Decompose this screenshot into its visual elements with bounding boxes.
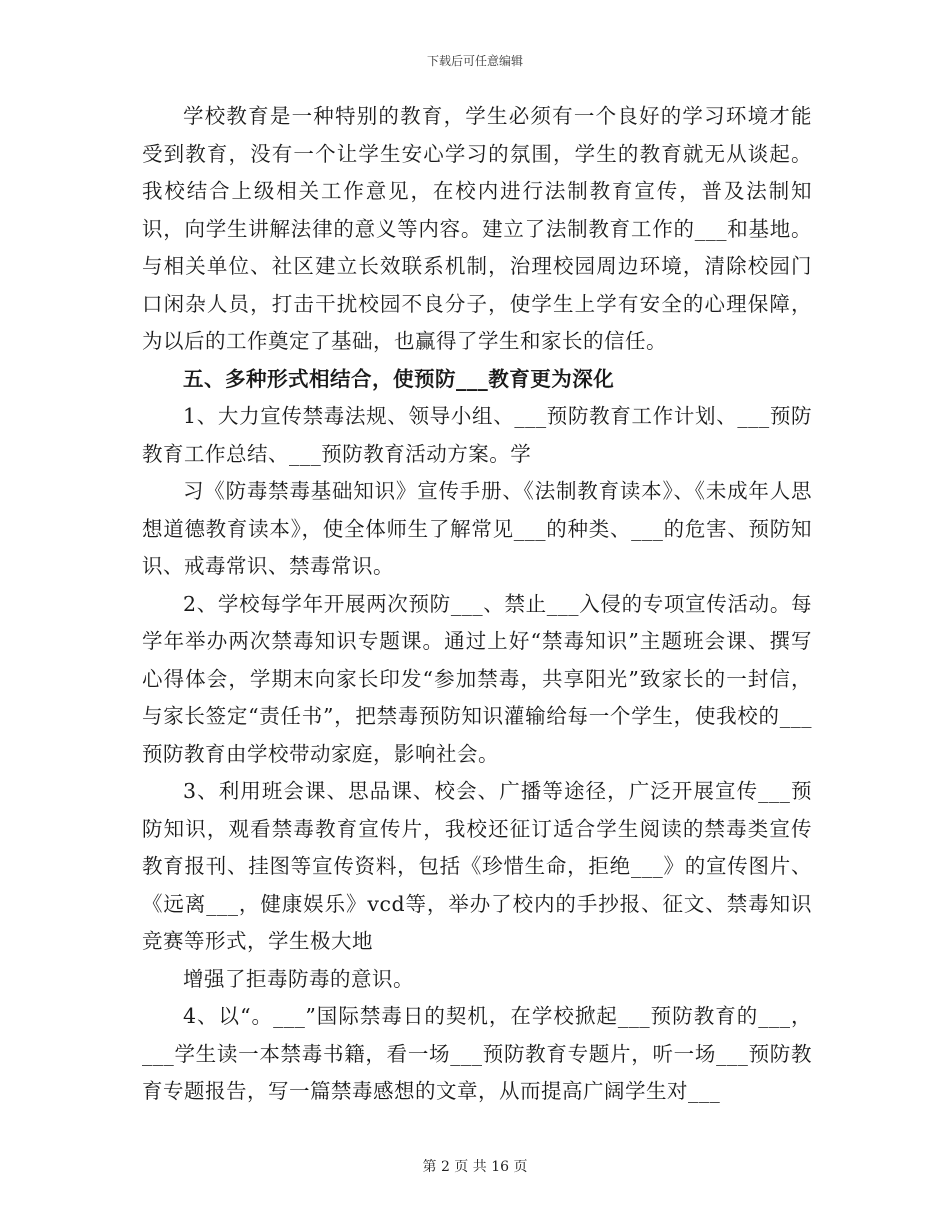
paragraph-school-education: 学校教育是一种特别的教育，学生必须有一个良好的学习环境才能受到教育，没有一个让学生安心学习的氛围，学生的教育就无从谈起。我校结合上级相关工作意见，在校内进行法制教育宣传，普及法制知识，向学生讲解法律的意义等内容。建立了法制教育工作的___和基地。与相关单位、社区建立长效联系机制，治理校园周边环境，清除校园门口闲杂人员，打击干扰校园不良分子，使学生上学有安全的心理保障，为以后的工作奠定了基础，也赢得了学生和家长的信任。 (142, 104, 812, 353)
paragraph-item-3-continued: 增强了拒毒防毒的意识。 (183, 966, 414, 991)
paragraph-item-4: 4、以“。___”国际禁毒日的契机，在学校掀起___预防教育的___，___学生读一本禁毒书籍，看一场___预防教育专题片，听一场___预防教育专题报告，写一篇禁毒感想的文章，从而提高广阔学生对___ (142, 1004, 812, 1103)
paragraph-item-3: 3、利用班会课、思品课、校会、广播等途径，广泛开展宣传___预防知识，观看禁毒教育宣传片，我校还征订适合学生阅读的禁毒类宣传教育报刊、挂图等宣传资料，包括《珍惜生命，拒绝___》的宣传图片、《远离___，健康娱乐》vcd等，举办了校内的手抄报、征文、禁毒知识竞赛等形式，学生极大地 (142, 779, 812, 953)
page-footer: 第 2 页 共 16 页 (422, 1159, 528, 1175)
page-header: 下载后可任意编辑 (426, 54, 523, 68)
paragraph-item-1: 1、大力宣传禁毒法规、领导小组、___预防教育工作计划、___预防教育工作总结、___预防教育活动方案。学 (142, 404, 812, 466)
section-heading: 五、多种形式相结合，使预防___教育更为深化 (183, 366, 615, 391)
paragraph-item-1-continued: 习《防毒禁毒基础知识》宣传手册、《法制教育读本》、《未成年人思想道德教育读本》，使全体师生了解常见___的种类、___的危害、预防知识、戒毒常识、禁毒常识。 (142, 479, 812, 578)
paragraph-item-2: 2、学校每学年开展两次预防___、禁止___入侵的专项宣传活动。每学年举办两次禁毒知识专题课。通过上好“禁毒知识”主题班会课、撰写心得体会，学期末向家长印发“参加禁毒，共享阳光”致家长的一封信，与家长签定“责任书”，把禁毒预防知识灌输给每一个学生，使我校的___预防教育由学校带动家庭，影响社会。 (142, 591, 812, 766)
document-body (142, 98, 812, 1111)
